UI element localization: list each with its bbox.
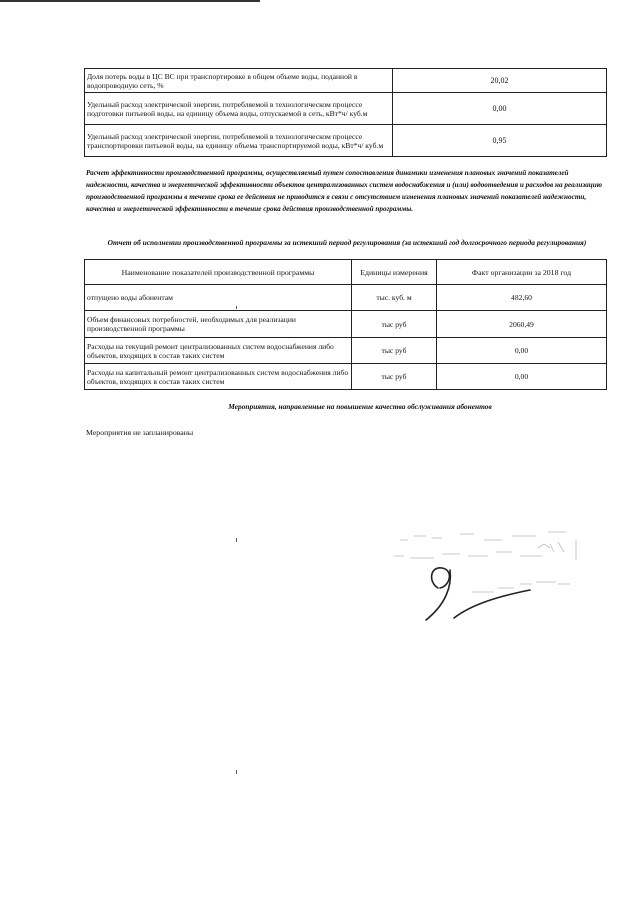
- measures-title: Мероприятия, направленные на повышение качества обслуживания абонентов: [228, 402, 492, 411]
- top-border-line: [0, 0, 260, 2]
- row-fact: 0,00: [437, 364, 607, 390]
- row-unit: тыс руб: [352, 311, 437, 338]
- row-name: Расходы на капитальный ремонт централизованных систем водоснабжения либо объектов, входящих в состав таких систем: [85, 364, 352, 390]
- scan-mark: [236, 538, 237, 542]
- signature-strokes: [426, 568, 530, 620]
- row-fact: 2060,49: [437, 311, 607, 338]
- row-name: Объем финансовых потребностей, необходимых для реализации производственной программы: [85, 311, 352, 338]
- indicator-value: 0,00: [393, 93, 607, 125]
- indicator-value: 0,95: [393, 125, 607, 157]
- row-unit: тыс руб: [352, 364, 437, 390]
- table-row: [85, 364, 607, 390]
- row-name: отпущено воды абонентам: [85, 285, 352, 311]
- indicators-table: [84, 68, 607, 157]
- indicator-name: Удельный расход электрической энергии, потребляемой в технологическом процессе транспортировки питьевой воды, на единицу объема транспортируемой воды, кВт*ч/ куб.м: [85, 125, 393, 157]
- row-fact: 482,60: [437, 285, 607, 311]
- measures-text: Мероприятия не запланированы: [86, 428, 194, 437]
- indicator-name: Доля потерь воды в ЦС ВС при транспортировке в общем объеме воды, поданной в водопроводную сеть, %: [85, 69, 393, 93]
- scan-mark: [236, 770, 237, 774]
- table-row: [85, 338, 607, 364]
- row-unit: тыс. куб. м: [352, 285, 437, 311]
- header-name: Наименование показателей производственной программы: [85, 260, 352, 285]
- signature-stamp: [380, 522, 590, 626]
- row-fact: 0,00: [437, 338, 607, 364]
- indicator-value: 20,02: [393, 69, 607, 93]
- report-table: [84, 259, 607, 390]
- table-row: [85, 285, 607, 311]
- table-row: [85, 93, 607, 125]
- table-row: [85, 125, 607, 157]
- table-row: [85, 69, 607, 93]
- header-unit: Единицы измерения: [352, 260, 437, 285]
- efficiency-note: Расчет эффективности производственной программы, осуществляемый путем сопоставления динамики изменения плановых значений показателей надежности, качества и энергетической эффективности объектов централизованных систем водоснабжения и (или) водоотведения и расходов на реализацию производственной программы в течение срока ее действия не приводится в связи с отсутствием изменения плановых значений показателей надежности, качества и энергетической эффективности в течение срока действия производственной программы.: [86, 169, 602, 213]
- header-fact: Факт организации за 2018 год: [437, 260, 607, 285]
- scan-mark: [236, 306, 237, 309]
- table-row: [85, 311, 607, 338]
- row-unit: тыс руб: [352, 338, 437, 364]
- table-header-row: [85, 260, 607, 285]
- report-title: Отчет об исполнении производственной программы за истекший период регулирования (за истекший год долгосрочного периода регулирования): [107, 238, 587, 247]
- indicator-name: Удельный расход электрической энергии, потребляемой в технологическом процессе подготовки питьевой воды, на единицу объема воды, отпускаемой в сеть, кВт*ч/ куб.м: [85, 93, 393, 125]
- row-name: Расходы на текущий ремонт централизованных систем водоснабжения либо объектов, входящих в состав таких систем: [85, 338, 352, 364]
